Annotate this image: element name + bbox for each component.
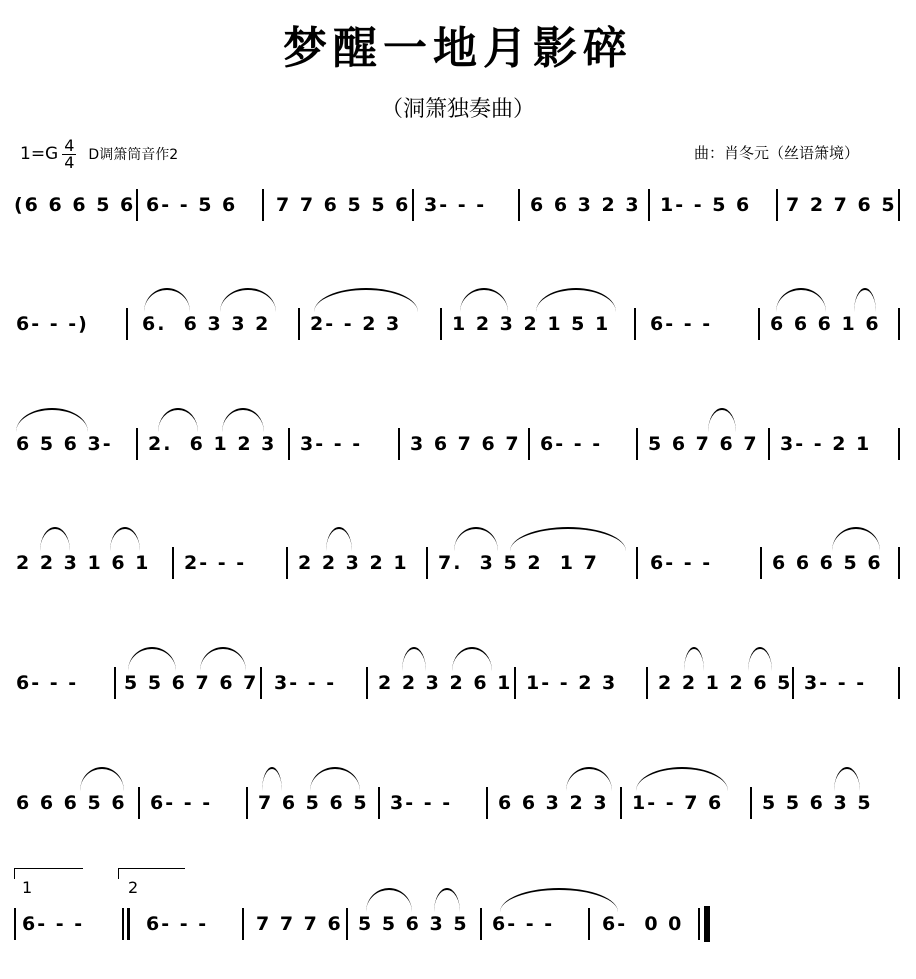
measure: 2- - - [184, 552, 247, 574]
slur [262, 767, 282, 791]
slur [832, 527, 880, 551]
measure: 1- - 2 3 [526, 672, 618, 694]
volta-number-1: 1 [22, 878, 33, 897]
key-label: 1=G [20, 144, 59, 164]
score-title: 梦醒一地月影碎 [283, 23, 633, 74]
measure: 2 2 1 2 6 5 [658, 672, 793, 694]
slur [326, 527, 352, 551]
measure: 7. 3 5 2 1 7 [438, 552, 599, 574]
measure: 6- - - [150, 792, 213, 814]
barline [514, 667, 516, 699]
barline [126, 308, 128, 340]
slur [314, 288, 418, 312]
barline [398, 428, 400, 460]
slur [500, 888, 618, 912]
slur [854, 288, 876, 312]
barline [768, 428, 770, 460]
barline [14, 908, 16, 940]
slur [748, 647, 772, 671]
measure: 3- - - [274, 672, 337, 694]
barline [262, 189, 264, 221]
measure: 6. 6 3 3 2 [142, 313, 271, 335]
measure: 6- - - [146, 913, 209, 935]
barline [480, 908, 482, 940]
measure: 7 6 5 6 5 [258, 792, 369, 814]
measure: 3- - - [804, 672, 867, 694]
barline [758, 308, 760, 340]
barline [114, 667, 116, 699]
slur [158, 408, 198, 432]
slur [222, 408, 264, 432]
barline [366, 667, 368, 699]
barline [138, 787, 140, 819]
repeat-barline [127, 908, 130, 940]
staff-row-6 [14, 789, 902, 817]
measure: (6 6 6 5 6 [14, 194, 136, 216]
measure: 5 5 6 3 5 [358, 913, 469, 935]
barline [636, 428, 638, 460]
key-signature [20, 134, 178, 174]
barline [898, 308, 900, 340]
measure: 6 6 3 2 3 [530, 194, 641, 216]
measure: 7 2 7 6 5 [786, 194, 897, 216]
slur [536, 288, 616, 312]
staff-row-2 [14, 310, 902, 338]
time-denominator: 4 [64, 152, 75, 172]
instrument-note: D调箫筒音作2 [88, 147, 179, 163]
slur [834, 767, 860, 791]
slur [460, 288, 508, 312]
staff-row-5 [14, 669, 902, 697]
measure: 6 6 3 2 3 [498, 792, 609, 814]
time-signature [62, 135, 76, 172]
slur [566, 767, 612, 791]
barline [898, 189, 900, 221]
slur [366, 888, 412, 912]
measure: 2. 6 1 2 3 [148, 433, 277, 455]
composer-credit: 曲：肖冬元（丝语箫境） [694, 144, 860, 162]
staff-row-3 [14, 430, 902, 458]
measure: 3- - - [300, 433, 363, 455]
barline [260, 667, 262, 699]
barline [298, 308, 300, 340]
measure: 1- - 5 6 [660, 194, 752, 216]
final-barline-thick [704, 906, 710, 942]
measure: 3- - - [390, 792, 453, 814]
measure: 2- - 2 3 [310, 313, 402, 335]
barline [648, 189, 650, 221]
measure: 6- - - [16, 672, 79, 694]
slur [510, 527, 626, 551]
measure: 6- - - [540, 433, 603, 455]
barline [636, 547, 638, 579]
slur [110, 527, 140, 551]
barline [242, 908, 244, 940]
barline [518, 189, 520, 221]
measure: 7 7 7 6 [256, 913, 343, 935]
measure: 6 6 6 1 6 [770, 313, 881, 335]
barline [286, 547, 288, 579]
slur [310, 767, 360, 791]
score-subtitle: （洞箫独奏曲） [380, 97, 535, 122]
measure: 3- - 2 1 [780, 433, 872, 455]
barline [486, 787, 488, 819]
measure: 6- - - [22, 913, 85, 935]
final-barline [698, 908, 700, 940]
measure: 6- - - [492, 913, 555, 935]
measure: 3 6 7 6 7 [410, 433, 521, 455]
barline [426, 547, 428, 579]
barline [440, 308, 442, 340]
slur [776, 288, 826, 312]
barline [750, 787, 752, 819]
measure: 1- - 7 6 [632, 792, 724, 814]
barline [528, 428, 530, 460]
measure: 6- - - [650, 552, 713, 574]
slur [452, 647, 492, 671]
measure: 7 7 6 5 5 6 [276, 194, 411, 216]
barline [246, 787, 248, 819]
measure: 6- - 5 6 [146, 194, 238, 216]
barline [898, 547, 900, 579]
slur [434, 888, 460, 912]
barline [760, 547, 762, 579]
measure: 5 6 7 6 7 [648, 433, 759, 455]
slur [80, 767, 124, 791]
measure: 6 6 6 5 6 [16, 792, 127, 814]
barline [620, 787, 622, 819]
slur [454, 527, 498, 551]
barline [792, 667, 794, 699]
measure: 3- - - [424, 194, 487, 216]
slur [200, 647, 246, 671]
barline [898, 428, 900, 460]
staff-row-7 [14, 910, 902, 938]
barline [634, 308, 636, 340]
measure: 5 5 6 3 5 [762, 792, 873, 814]
barline [412, 189, 414, 221]
measure: 2 2 3 2 1 [298, 552, 409, 574]
slur [40, 527, 70, 551]
barline [588, 908, 590, 940]
barline [378, 787, 380, 819]
measure: 1 2 3 2 1 5 1 [452, 313, 611, 335]
slur [636, 767, 728, 791]
slur [402, 647, 426, 671]
volta-number-2: 2 [128, 878, 139, 897]
repeat-barline [122, 908, 124, 940]
barline [898, 667, 900, 699]
barline [288, 428, 290, 460]
measure: 6- - -) [16, 313, 89, 335]
slur [220, 288, 276, 312]
slur [708, 408, 736, 432]
slur [144, 288, 190, 312]
measure: 6- - - [650, 313, 713, 335]
slur [128, 647, 176, 671]
measure: 2 2 3 1 6 1 [16, 552, 151, 574]
measure: 6- 0 0 [602, 913, 684, 935]
staff-row-4 [14, 549, 902, 577]
barline [172, 547, 174, 579]
barline [136, 428, 138, 460]
time-numerator: 4 [64, 135, 75, 155]
slur [684, 647, 704, 671]
barline [776, 189, 778, 221]
measure: 6 6 6 5 6 [772, 552, 883, 574]
barline [646, 667, 648, 699]
slur [16, 408, 88, 432]
barline [346, 908, 348, 940]
measure: 5 5 6 7 6 7 [124, 672, 259, 694]
measure: 2 2 3 2 6 1 [378, 672, 513, 694]
measure: 6 5 6 3- [16, 433, 113, 455]
staff-row-1 [14, 191, 902, 219]
barline [136, 189, 138, 221]
